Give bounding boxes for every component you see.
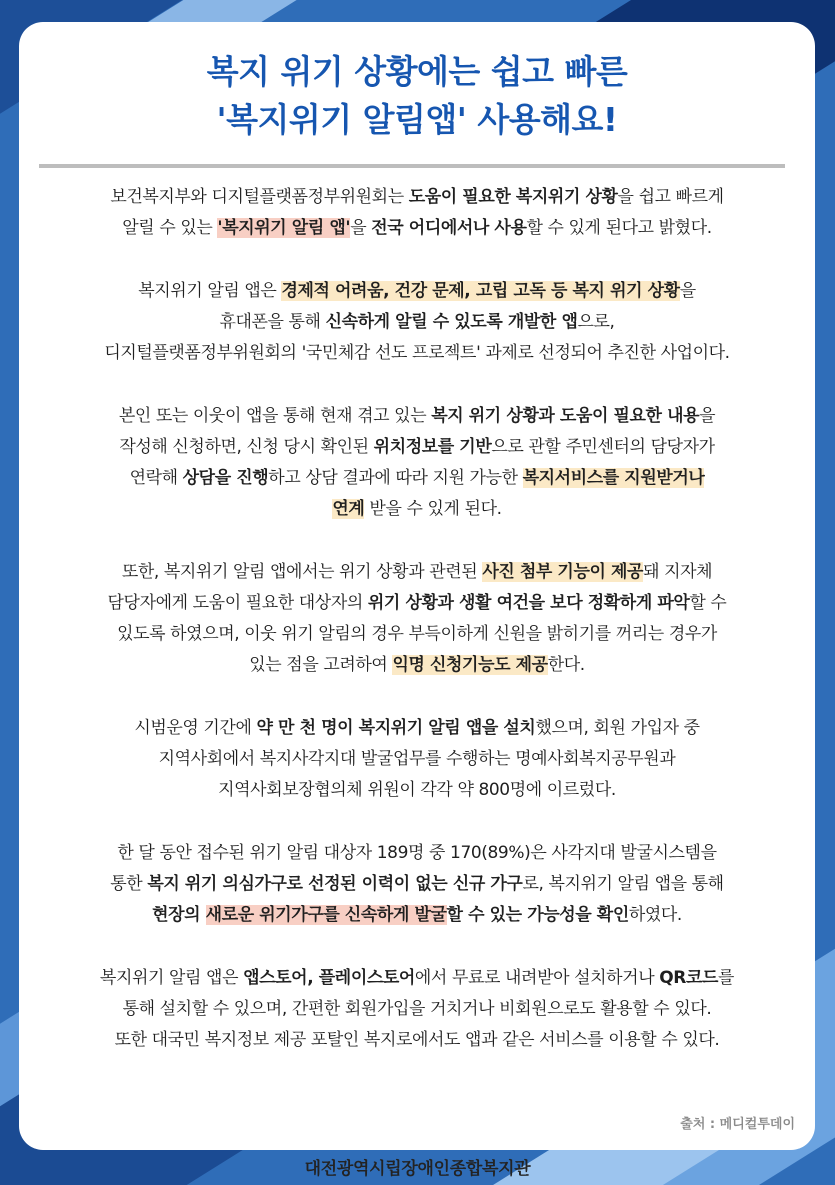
paragraph: [19, 713, 815, 806]
text-segment: 통해 설치할 수 있으며, 간편한 회원가입을 거치거나 비회원으로도 활용할 수 있다.: [122, 999, 712, 1019]
paragraph: [19, 401, 815, 525]
text-line: [19, 775, 815, 806]
text-line: [19, 650, 815, 681]
text-segment: 에서 무료로 내려받아 설치하거나: [414, 968, 660, 988]
text-line: [19, 213, 815, 244]
title-line-2: '복지위기 알림앱' 사용해요!: [216, 100, 618, 139]
text-segment: 을: [699, 406, 716, 426]
text-line: [19, 338, 815, 369]
highlighted-text: 새로운 위기가구를 신속하게 발굴: [205, 905, 447, 925]
text-segment: 알릴 수 있는: [122, 218, 218, 238]
paragraph: [19, 963, 815, 1056]
title-divider: [39, 164, 785, 168]
text-segment: 받을 수 있게 된다.: [364, 499, 502, 519]
text-segment: 을 쉽고 빠르게: [617, 187, 724, 207]
text-segment: 있는 점을 고려하여: [249, 655, 393, 675]
text-line: [19, 182, 815, 213]
text-segment: 복지위기 알림 앱은: [138, 281, 282, 301]
text-line: [19, 713, 815, 744]
text-segment: 또한 대국민 복지정보 제공 포탈인 복지로에서도 앱과 같은 서비스를 이용할 수 있다.: [114, 1030, 720, 1050]
text-segment: 통한: [110, 874, 148, 894]
paragraph: [19, 557, 815, 681]
text-line: [19, 900, 815, 931]
highlighted-text: 경제적 어려움, 건강 문제, 고립 고독 등 복지 위기 상황: [281, 281, 680, 301]
bold-text: 전국 어디에서나 사용: [371, 218, 527, 238]
bold-text: 복지 위기 의심가구로 선정된 이력이 없는 신규 가구: [147, 874, 523, 894]
text-segment: 을: [350, 218, 372, 238]
bold-text: 신속하게 알릴 수 있도록 개발한 앱: [325, 312, 578, 332]
text-segment: 으로,: [577, 312, 615, 332]
text-segment: 시범운영 기간에: [134, 718, 257, 738]
text-segment: 작성해 신청하면, 신청 당시 확인된: [119, 437, 374, 457]
text-line: [19, 432, 815, 463]
title-line-1: 복지 위기 상황에는 쉽고 빠른: [206, 52, 628, 91]
highlighted-text: 연계: [332, 499, 365, 519]
source-credit: 출처 : 메디컬투데이: [680, 1117, 795, 1132]
highlighted-text: 익명 신청기능도 제공: [392, 655, 548, 675]
bold-text: 약 만 천 명이 복지위기 알림 앱을 설치: [256, 718, 536, 738]
bold-text: 앱스토어, 플레이스토어: [243, 968, 415, 988]
text-segment: 돼 지자체: [643, 562, 713, 582]
text-segment: 한 달 동안 접수된 위기 알림 대상자 189명 중 170(89%)은 사각지대 발굴시스템을: [117, 843, 717, 863]
text-line: [19, 494, 815, 525]
bold-text: 할 수 있는 가능성을 확인: [446, 905, 629, 925]
text-segment: 을: [679, 281, 696, 301]
paragraph: [19, 276, 815, 369]
bold-text: 도움이 필요한 복지위기 상황: [408, 187, 618, 207]
text-segment: 하고 상담 결과에 따라 지원 가능한: [268, 468, 523, 488]
text-segment: 를: [718, 968, 735, 988]
text-segment: 본인 또는 이웃이 앱을 통해 현재 겪고 있는: [118, 406, 432, 426]
text-line: [19, 401, 815, 432]
bold-text: QR코드: [659, 968, 719, 988]
text-segment: 할 수: [689, 593, 727, 613]
highlighted-text: '복지위기 알림 앱': [217, 218, 351, 238]
bold-text: 복지 위기 상황과 도움이 필요한 내용: [431, 406, 700, 426]
text-segment: 디지털플랫폼정부위원회의 '국민체감 선도 프로젝트' 과제로 선정되어 추진한 사업이다.: [104, 343, 730, 363]
text-segment: 연락해: [129, 468, 183, 488]
footer-organization: 대전광역시립장애인종합복지관: [304, 1159, 531, 1179]
text-line: [19, 463, 815, 494]
bold-text: 위기 상황과 생활 여건을 보다 정확하게 파악: [367, 593, 690, 613]
text-line: [19, 994, 815, 1025]
text-segment: 담당자에게 도움이 필요한 대상자의: [107, 593, 368, 613]
text-line: [19, 744, 815, 775]
text-line: [19, 276, 815, 307]
text-line: [19, 963, 815, 994]
highlighted-text: 복지서비스를 지원받거나: [522, 468, 705, 488]
text-segment: 한다.: [547, 655, 585, 675]
page-title: [19, 48, 815, 144]
text-line: [19, 557, 815, 588]
text-segment: 지역사회에서 복지사각지대 발굴업무를 수행하는 명예사회복지공무원과: [158, 749, 676, 769]
text-line: [19, 619, 815, 650]
paragraph: [19, 838, 815, 931]
text-segment: 복지위기 알림 앱은: [99, 968, 244, 988]
text-segment: 했으며, 회원 가입자 중: [535, 718, 700, 738]
text-segment: 보건복지부와 디지털플랫폼정부위원회는: [110, 187, 409, 207]
text-segment: 로, 복지위기 알림 앱을 통해: [522, 874, 724, 894]
text-line: [19, 838, 815, 869]
text-line: [19, 588, 815, 619]
text-line: [19, 869, 815, 900]
text-segment: 할 수 있게 된다고 밝혔다.: [526, 218, 712, 238]
article-body: [19, 182, 815, 1088]
bold-text: 현장의: [152, 905, 206, 925]
text-segment: 지역사회보장협의체 위원이 각각 약 800명에 이르렀다.: [218, 780, 616, 800]
text-line: [19, 1025, 815, 1056]
text-line: [19, 307, 815, 338]
paragraph: [19, 182, 815, 244]
bold-text: 상담을 진행: [182, 468, 269, 488]
text-segment: 휴대폰을 통해: [219, 312, 326, 332]
content-card: [19, 22, 815, 1150]
text-segment: 으로 관할 주민센터의 담당자가: [491, 437, 715, 457]
text-segment: 하였다.: [628, 905, 682, 925]
highlighted-text: 사진 첨부 기능이 제공: [482, 562, 644, 582]
bold-text: 위치정보를 기반: [373, 437, 492, 457]
text-segment: 또한, 복지위기 알림 앱에서는 위기 상황과 관련된: [121, 562, 483, 582]
text-segment: 있도록 하였으며, 이웃 위기 알림의 경우 부득이하게 신원을 밝히기를 꺼리는 경우가: [117, 624, 717, 644]
